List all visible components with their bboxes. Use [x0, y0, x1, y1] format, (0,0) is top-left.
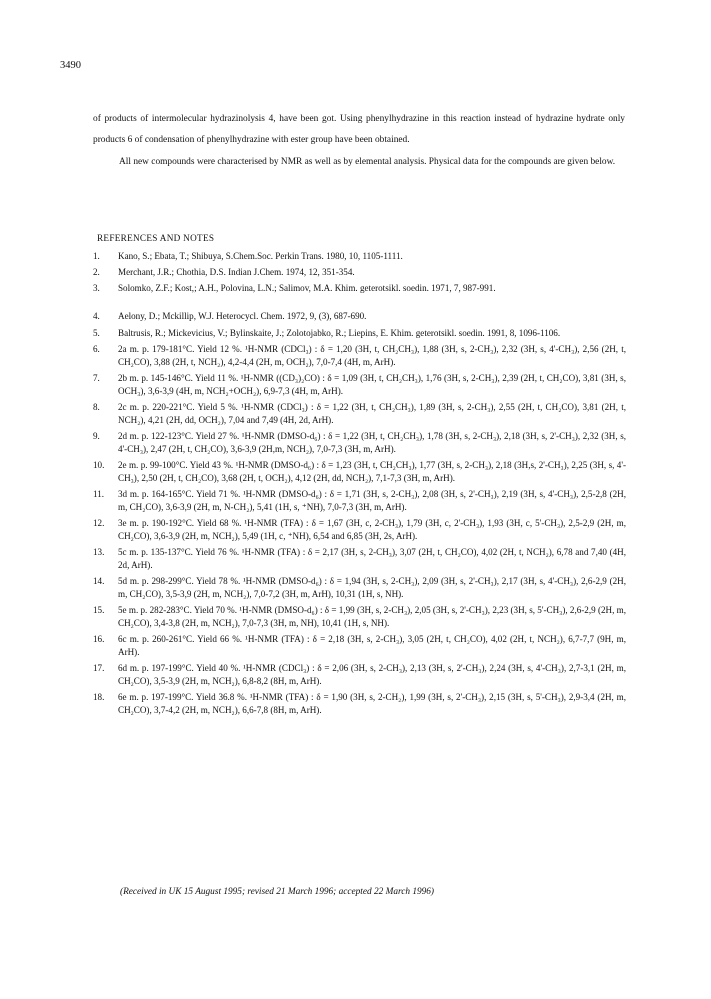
reference-number: 15.	[93, 604, 105, 615]
reference-text: 2a m. p. 179-181°C. Yield 12 %. ¹H-NMR (CDCl₃) : δ = 1,20 (3H, t, CH₂CH₃), 1,88 (3H, s, 2-CH₃), 2,32 (3H, s, 4'-CH₃), 2,56 (2H, t, CH₂CO), 3,88 (2H, t, NCH₂), 4,2-4,4 (2H, m, OCH₂), 7,0-7,4 (4H, m, ArH).	[118, 343, 626, 367]
references-list	[93, 250, 626, 720]
reference-item	[93, 633, 626, 659]
reference-text: 6c m. p. 260-261°C. Yield 66 %. ¹H-NMR (TFA) : δ = 2,18 (3H, s, 2-CH₃), 3,05 (2H, t, CH₂CO), 4,02 (2H, t, NCH₂), 6,7-7,7 (9H, m, ArH).	[118, 633, 626, 657]
reference-text: 5e m. p. 282-283°C. Yield 70 %. ¹H-NMR (DMSO-d₆) : δ = 1,99 (3H, s, 2-CH₃), 2,05 (3H, s, 2'-CH₃), 2,23 (3H, s, 5'-CH₃), 2,6-2,9 (2H, m, CH₂CO), 3,4-3,8 (2H, m, NCH₂), 7,0-7,3 (3H, m, NH), 10,41 (1H, s, NH).	[118, 604, 626, 628]
reference-text: 3e m. p. 190-192°C. Yield 68 %. ¹H-NMR (TFA) : δ = 1,67 (3H, c, 2-CH₃), 1,79 (3H, c, 2'-CH₃), 1,93 (3H, c, 5'-CH₃), 2,5-2,9 (2H, m, CH₂CO), 3,6-3,9 (2H, m, NCH₂), 5,49 (1H, c, ⁺NH), 6,54 and 6,85 (3H, 2s, ArH).	[118, 517, 626, 541]
reference-number: 10.	[93, 459, 105, 470]
list-spacer	[93, 298, 626, 307]
reference-number: 1.	[93, 251, 100, 261]
reference-text: 6d m. p. 197-199°C. Yield 40 %. ¹H-NMR (CDCl₃) : δ = 2,06 (3H, s, 2-CH₃), 2,13 (3H, s, 2'-CH₃), 2,24 (3H, s, 4'-CH₃), 2,7-3,1 (2H, m, CH₂CO), 3,5-3,9 (2H, m, NCH₂), 6,8-8,2 (8H, m, ArH).	[118, 662, 626, 686]
reference-text: Kano, S.; Ebata, T.; Shibuya, S.Chem.Soc. Perkin Trans. 1980, 10, 1105-1111.	[118, 251, 403, 261]
reference-number: 4.	[93, 311, 100, 322]
reference-number: 9.	[93, 430, 100, 441]
reference-number: 16.	[93, 633, 105, 644]
reference-number: 8.	[93, 401, 100, 412]
reference-number: 5.	[93, 327, 100, 338]
reference-text: Aelony, D.; Mckillip, W.J. Heterocycl. Chem. 1972, 9, (3), 687-690.	[118, 311, 367, 322]
reference-item	[93, 517, 626, 543]
intro-paragraph-1: of products of intermolecular hydrazinolysis 4, have been got. Using phenylhydrazine in this reaction instead of hydrazine hydrate only products 6 of condensation of phenylhydrazine with ester group have been obtained.	[93, 114, 625, 145]
reference-item	[93, 282, 626, 295]
reference-number: 14.	[93, 575, 105, 586]
reference-text: 2d m. p. 122-123°C. Yield 27 %. ¹H-NMR (DMSO-d₆) : δ = 1,22 (3H, t, CH₂CH₃), 1,78 (3H, s, 2-CH₃), 2,18 (3H, s, 2'-CH₃), 2,32 (3H, s, 4'-CH₃), 2,47 (2H, t, CH₂CO), 3,6-3,9 (2H,m, NCH₂), 7,0-7,3 (3H, m, ArH).	[118, 430, 626, 454]
reference-item	[93, 250, 626, 263]
reference-text: 2c m. p. 220-221°C. Yield 5 %. ¹H-NMR (CDCl₃) : δ = 1,22 (3H, t, CH₂CH₃), 1,89 (3H, s, 2-CH₃), 2,55 (2H, t, CH₂CO), 3,81 (2H, t, NCH₂), 4,21 (2H, dd, OCH₂), 7,04 and 7,49 (4H, 2d, ArH).	[118, 401, 626, 425]
reference-number: 7.	[93, 372, 100, 383]
received-note: (Received in UK 15 August 1995; revised 21 March 1996; accepted 22 March 1996)	[120, 887, 435, 897]
reference-number: 17.	[93, 662, 105, 673]
reference-item	[93, 459, 626, 485]
reference-item	[93, 691, 626, 717]
intro-text	[93, 109, 625, 173]
reference-item	[93, 343, 626, 369]
reference-text: 6e m. p. 197-199°C. Yield 36.8 %. ¹H-NMR (TFA) : δ = 1,90 (3H, s, 2-CH₂), 1,99 (3H, s, 2'-CH₃), 2,15 (3H, s, 5'-CH₃), 2,9-3,4 (2H, m, CH₂CO), 3,7-4,2 (2H, m, NCH₂), 6,6-7,8 (8H, m, ArH).	[118, 691, 626, 715]
reference-number: 3.	[93, 283, 100, 294]
reference-text: Merchant, J.R.; Chothia, D.S. Indian J.Chem. 1974, 12, 351-354.	[118, 267, 355, 278]
reference-item	[93, 546, 626, 572]
reference-text: 5c m. p. 135-137°C. Yield 76 %. ¹H-NMR (TFA) : δ = 2,17 (3H, s, 2-CH₃), 3,07 (2H, t, CH₂CO), 4,02 (2H, t, NCH₂), 6,78 and 7,40 (4H, 2d, ArH).	[118, 546, 626, 570]
intro-paragraph-2: All new compounds were characterised by NMR as well as by elemental analysis. Physical data for the compounds are given below.	[119, 157, 616, 167]
reference-text: 2b m. p. 145-146°C. Yield 11 %. ¹H-NMR ((CD₃)₂CO) : δ = 1,09 (3H, t, CH₂CH₃), 1,76 (3H, s, 2-CH₃), 2,39 (2H, t, CH₂CO), 3,81 (3H, s, OCH₃), 3,6-3,9 (4H, m, NCH₂+OCH₂), 6,9-7,3 (4H, m, ArH).	[118, 372, 626, 396]
page-number: 3490	[60, 60, 81, 71]
reference-text: 2e m. p. 99-100°C. Yield 43 %. ¹H-NMR (DMSO-d₆) : δ = 1,23 (3H, t, CH₂CH₃), 1,77 (3H, s, 2-CH₃), 2,18 (3H,s, 2'-CH₃), 2,25 (3H, s, 4'-CH₃), 2,50 (2H, t, CH₂CO), 3,68 (2H, t, OCH₂), 4,12 (2H, dd, NCH₂), 7,1-7,3 (3H, m, ArH).	[118, 459, 626, 483]
reference-text: Solomko, Z.F.; Kost,; A.H., Polovina, L.N.; Salimov, M.A. Khim. geterotsikl. soedin. 1971, 7, 987-991.	[118, 283, 496, 294]
reference-number: 2.	[93, 267, 100, 278]
reference-item	[93, 575, 626, 601]
reference-item	[93, 401, 626, 427]
reference-item	[93, 310, 626, 323]
references-heading: REFERENCES AND NOTES	[97, 233, 215, 243]
reference-text: Baltrusis, R.; Mickevicius, V.; Bylinskaite, J.; Zolotojabko, R.; Liepins, E. Khim. geterotsikl. soedin. 1991, 8, 1096-1106.	[118, 327, 561, 338]
reference-number: 6.	[93, 343, 100, 354]
reference-number: 13.	[93, 546, 105, 557]
reference-item	[93, 266, 626, 279]
reference-item	[93, 372, 626, 398]
reference-item	[93, 430, 626, 456]
reference-item	[93, 327, 626, 340]
reference-text: 3d m. p. 164-165°C. Yield 71 %. ¹H-NMR (DMSO-d₆) : δ = 1,71 (3H, s, 2-CH₃), 2,08 (3H, s, 2'-CH₃), 2,19 (3H, s, 4'-CH₃), 2,5-2,8 (2H, m, CH₂CO), 3,6-3,9 (2H, m, N-CH₂), 5,41 (1H, s, ⁺NH), 7,0-7,3 (3H, m, ArH).	[118, 488, 626, 512]
reference-number: 12.	[93, 517, 105, 528]
reference-text: 5d m. p. 298-299°C. Yield 78 %. ¹H-NMR (DMSO-d₆) : δ = 1,94 (3H, s, 2-CH₃), 2,09 (3H, s, 2'-CH₃), 2,17 (3H, s, 4'-CH₃), 2,6-2,9 (2H, m, CH₂CO), 3,5-3,9 (2H, m, NCH₂), 7,0-7,2 (3H, m, ArH), 10,31 (1H, s, NH).	[118, 575, 626, 599]
reference-item	[93, 604, 626, 630]
reference-number: 11.	[93, 488, 105, 499]
reference-item	[93, 488, 626, 514]
reference-item	[93, 662, 626, 688]
reference-number: 18.	[93, 691, 105, 702]
